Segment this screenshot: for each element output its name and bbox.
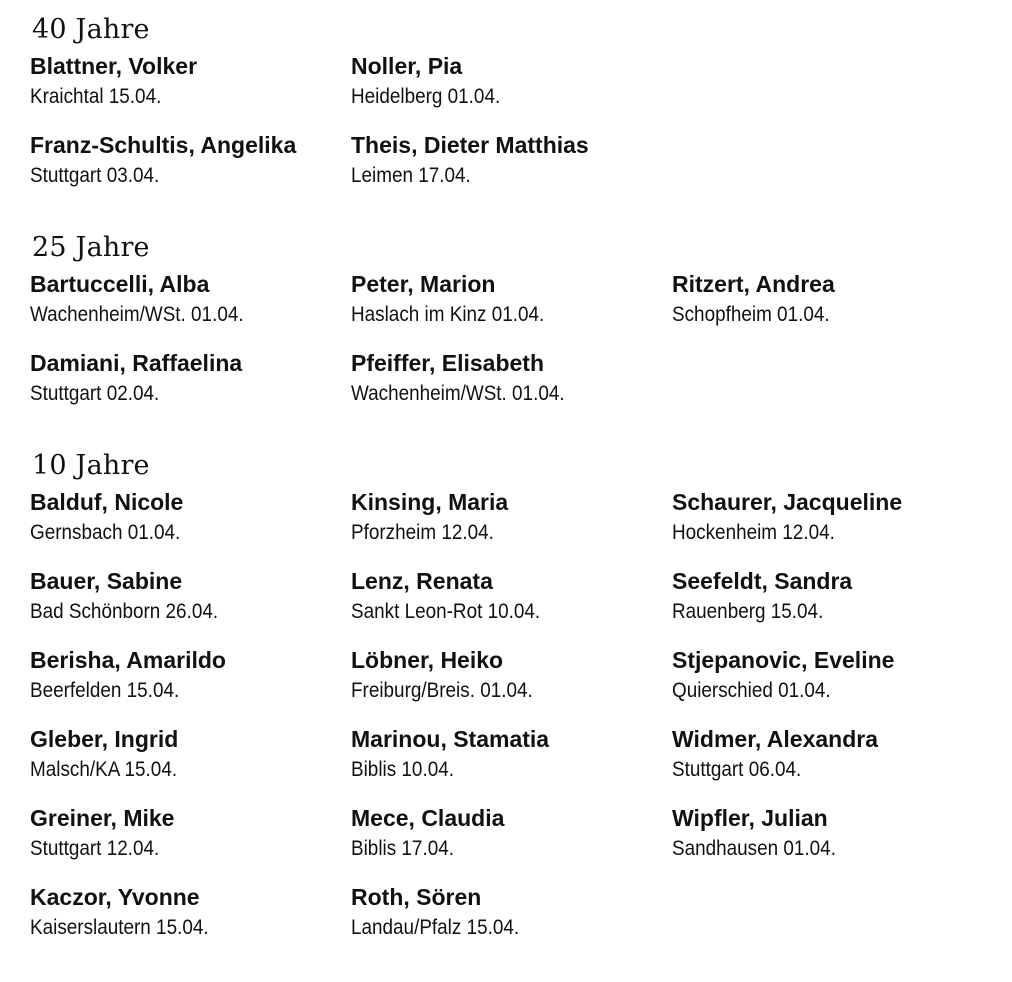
entry bbox=[30, 486, 351, 565]
entry-name: Gleber, Ingrid bbox=[30, 726, 179, 752]
entry bbox=[672, 565, 993, 644]
entry bbox=[672, 644, 993, 723]
empty-slot bbox=[672, 347, 993, 426]
entry-place-date: Stuttgart 02.04. bbox=[30, 382, 160, 405]
entry bbox=[672, 723, 993, 802]
entry-name: Ritzert, Andrea bbox=[672, 271, 835, 297]
entry-place-date: Kraichtal 15.04. bbox=[30, 85, 162, 108]
entry bbox=[30, 268, 351, 347]
entry-place-date: Heidelberg 01.04. bbox=[351, 85, 501, 108]
entry-place-date: Freiburg/Breis. 01.04. bbox=[351, 679, 533, 702]
entry-place-date: Leimen 17.04. bbox=[351, 164, 471, 187]
entry bbox=[351, 565, 672, 644]
entry bbox=[672, 268, 993, 347]
entry-place-date: Stuttgart 03.04. bbox=[30, 164, 160, 187]
entry-name: Roth, Sören bbox=[351, 884, 482, 910]
section-40-jahre bbox=[30, 12, 1000, 208]
entry bbox=[351, 347, 672, 426]
entry bbox=[351, 50, 672, 129]
entry-name: Stjepanovic, Eveline bbox=[672, 647, 895, 673]
entry-place-date: Quierschied 01.04. bbox=[672, 679, 831, 702]
entry bbox=[30, 881, 351, 960]
anniversary-list bbox=[30, 12, 1000, 982]
entry bbox=[30, 644, 351, 723]
empty-slot bbox=[672, 129, 993, 208]
entry-name: Mece, Claudia bbox=[351, 805, 505, 831]
entry-place-date: Hockenheim 12.04. bbox=[672, 521, 835, 544]
entry-place-date: Stuttgart 06.04. bbox=[672, 758, 802, 781]
entry bbox=[351, 723, 672, 802]
entry-name: Löbner, Heiko bbox=[351, 647, 504, 673]
entry-name: Damiani, Raffaelina bbox=[30, 350, 243, 376]
entry-place-date: Rauenberg 15.04. bbox=[672, 600, 824, 623]
entry-name: Franz-Schultis, Angelika bbox=[30, 132, 297, 158]
entry-name: Lenz, Renata bbox=[351, 568, 493, 594]
entry-name: Bartuccelli, Alba bbox=[30, 271, 210, 297]
entry-name: Pfeiffer, Elisabeth bbox=[351, 350, 545, 376]
entry-place-date: Wachenheim/WSt. 01.04. bbox=[351, 382, 565, 405]
entry-name: Widmer, Alexandra bbox=[672, 726, 879, 752]
entry bbox=[351, 881, 672, 960]
entry-place-date: Sankt Leon-Rot 10.04. bbox=[351, 600, 541, 623]
entry-place-date: Beerfelden 15.04. bbox=[30, 679, 180, 702]
entry-place-date: Gernsbach 01.04. bbox=[30, 521, 181, 544]
entry-place-date: Schopfheim 01.04. bbox=[672, 303, 830, 326]
entry-name: Peter, Marion bbox=[351, 271, 496, 297]
entry-name: Noller, Pia bbox=[351, 53, 463, 79]
entry-place-date: Sandhausen 01.04. bbox=[672, 837, 836, 860]
entry-grid bbox=[30, 50, 1000, 208]
entry-name: Balduf, Nicole bbox=[30, 489, 184, 515]
section-title: 25 Jahre bbox=[32, 232, 150, 263]
entry bbox=[351, 268, 672, 347]
entry-name: Kaczor, Yvonne bbox=[30, 884, 200, 910]
entry-place-date: Biblis 17.04. bbox=[351, 837, 454, 860]
entry-name: Schaurer, Jacqueline bbox=[672, 489, 903, 515]
entry-name: Wipfler, Julian bbox=[672, 805, 828, 831]
entry bbox=[672, 802, 993, 881]
entry bbox=[30, 723, 351, 802]
empty-slot bbox=[672, 881, 993, 960]
entry bbox=[30, 802, 351, 881]
entry-place-date: Landau/Pfalz 15.04. bbox=[351, 916, 520, 939]
section-10-jahre bbox=[30, 448, 1000, 960]
entry-name: Kinsing, Maria bbox=[351, 489, 509, 515]
entry-name: Bauer, Sabine bbox=[30, 568, 183, 594]
entry-name: Theis, Dieter Matthias bbox=[351, 132, 589, 158]
entry-name: Blattner, Volker bbox=[30, 53, 198, 79]
entry bbox=[30, 565, 351, 644]
section-25-jahre bbox=[30, 230, 1000, 426]
entry-grid bbox=[30, 268, 1000, 426]
entry bbox=[351, 802, 672, 881]
entry bbox=[351, 129, 672, 208]
entry-place-date: Biblis 10.04. bbox=[351, 758, 454, 781]
entry bbox=[30, 129, 351, 208]
entry-name: Greiner, Mike bbox=[30, 805, 175, 831]
entry-name: Marinou, Stamatia bbox=[351, 726, 550, 752]
entry-name: Seefeldt, Sandra bbox=[672, 568, 853, 594]
entry-place-date: Stuttgart 12.04. bbox=[30, 837, 160, 860]
section-title: 10 Jahre bbox=[32, 450, 150, 481]
entry bbox=[351, 486, 672, 565]
entry bbox=[672, 486, 993, 565]
entry-place-date: Haslach im Kinz 01.04. bbox=[351, 303, 545, 326]
entry-place-date: Pforzheim 12.04. bbox=[351, 521, 494, 544]
entry-place-date: Malsch/KA 15.04. bbox=[30, 758, 178, 781]
entry-place-date: Kaiserslautern 15.04. bbox=[30, 916, 209, 939]
entry-place-date: Bad Schönborn 26.04. bbox=[30, 600, 219, 623]
entry-grid bbox=[30, 486, 1000, 960]
entry-place-date: Wachenheim/WSt. 01.04. bbox=[30, 303, 244, 326]
section-title: 40 Jahre bbox=[32, 14, 150, 45]
entry bbox=[30, 50, 351, 129]
entry bbox=[351, 644, 672, 723]
empty-slot bbox=[672, 50, 993, 129]
entry bbox=[30, 347, 351, 426]
entry-name: Berisha, Amarildo bbox=[30, 647, 226, 673]
